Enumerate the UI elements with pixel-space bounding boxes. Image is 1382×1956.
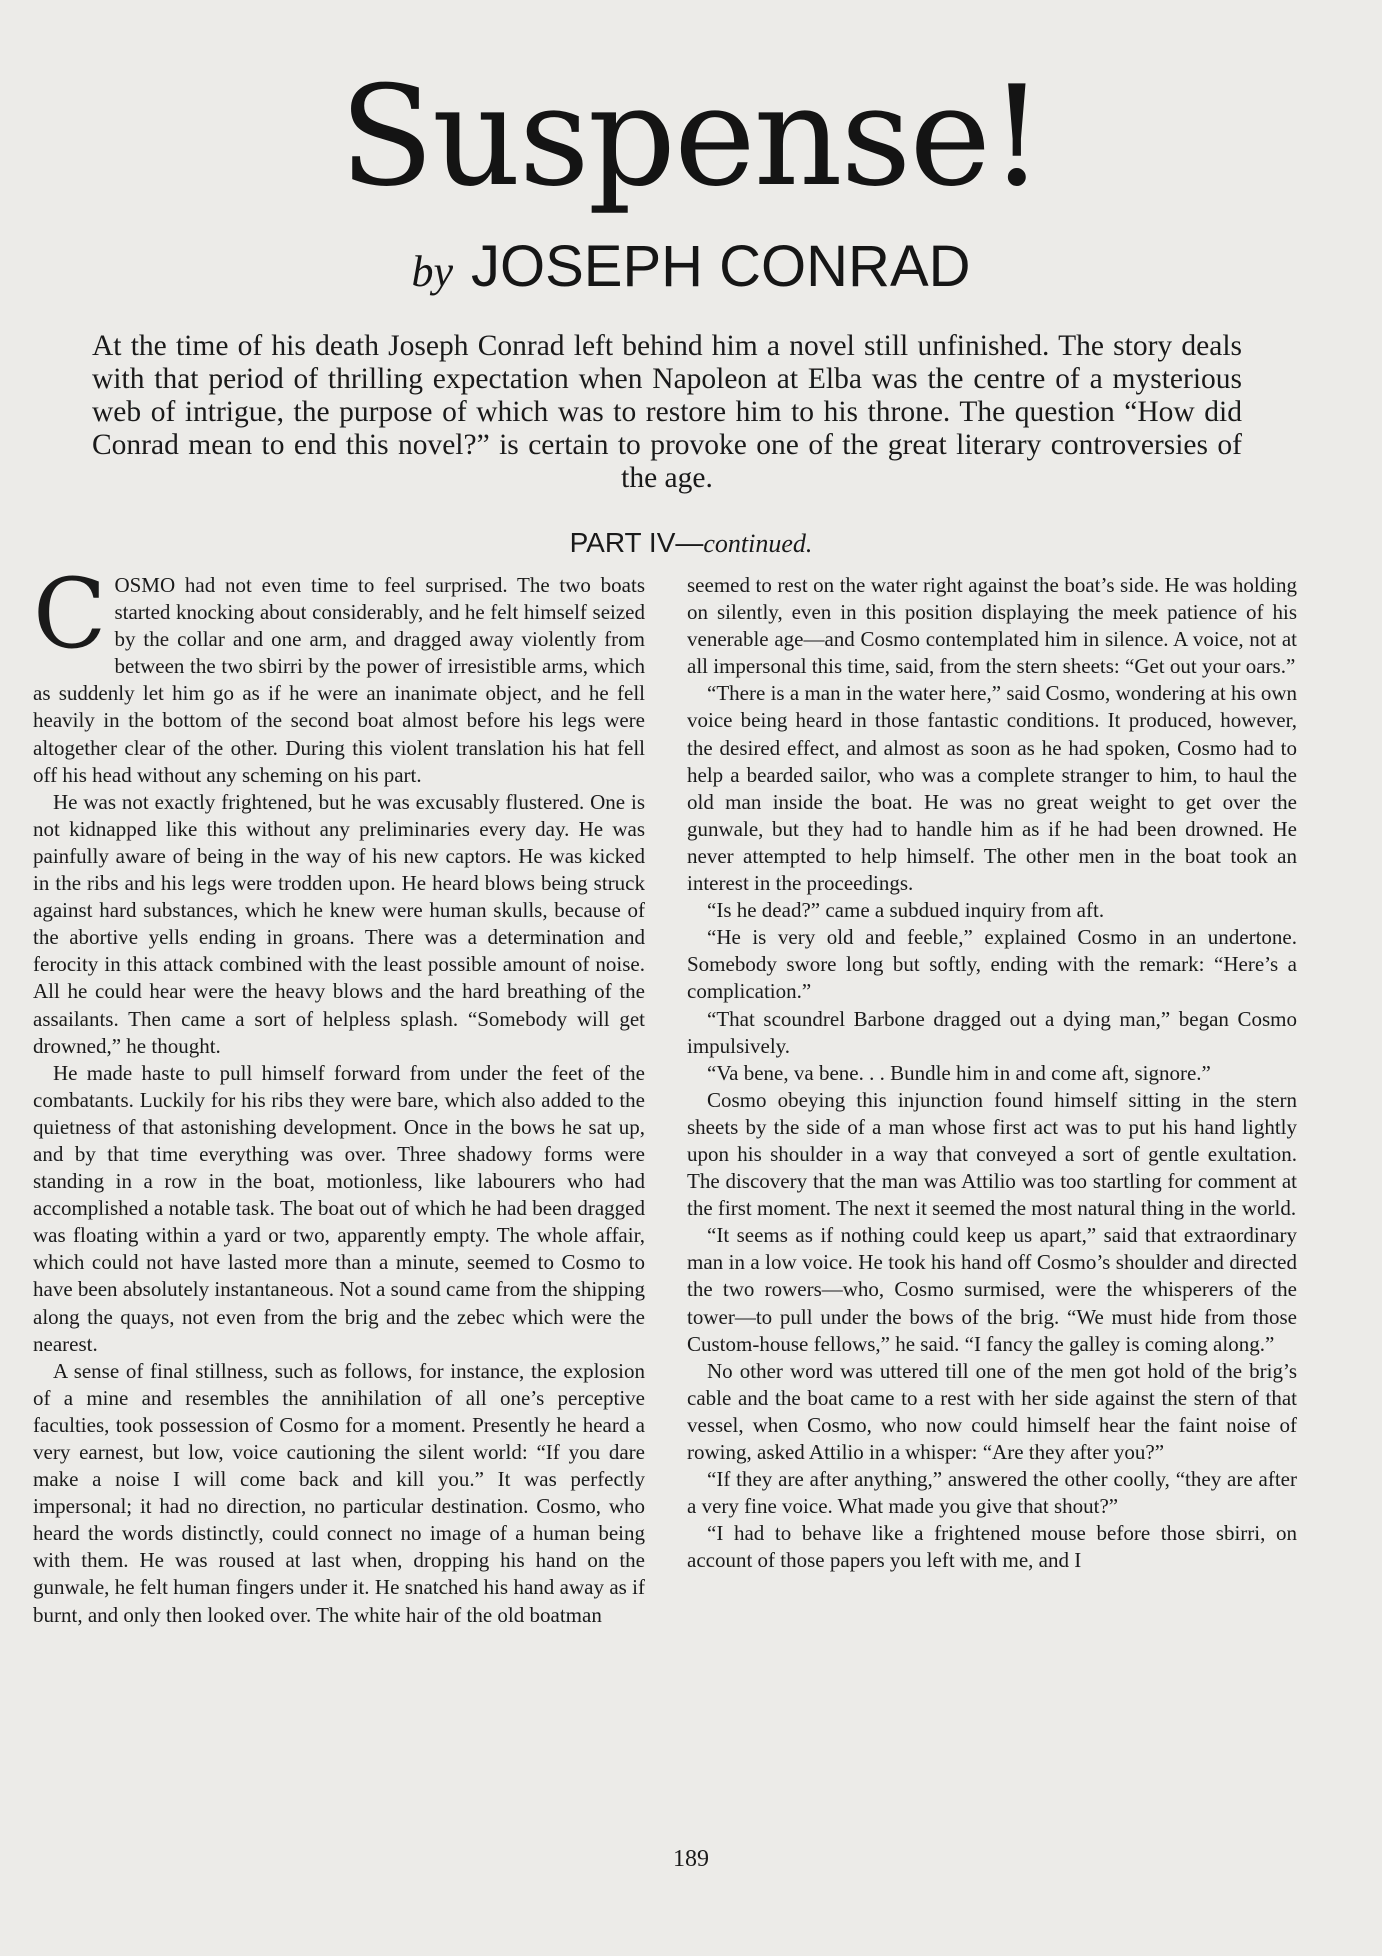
part-heading — [0, 526, 1382, 561]
paragraph: “It seems as if nothing could keep us apart,” said that extraordinary man in a low voice. He took his hand off Cosmo’s shoulder and directed the two rowers—who, Cosmo surmised, were the whisperers of the tower—to pull under the bows of the brig. “We must hide from those Custom-house fellows,” he said. “I fancy the galley is coming along.” — [687, 1223, 1297, 1356]
intro-blurb: At the time of his death Joseph Conrad left behind him a novel still unfinished. The story deals with that period of thrilling expectation when Napoleon at Elba was the centre of a mysterious web of intrigue, the purpose of which was to restore him to his throne. The question “How did Conrad mean to end this novel?” is certain to provoke one of the great literary controversies of the age. — [92, 330, 1242, 494]
drop-cap: C — [33, 558, 107, 670]
paragraph: A sense of final stillness, such as follows, for instance, the explosion of a mine and resembles the annihilation of all one’s perceptive faculties, took possession of Cosmo for a moment. Presently he heard a very earnest, but low, voice cautioning the silent world: “If you dare make a noise I will come back and kill you.” It was perfectly impersonal; it had no direction, no particular destination. Cosmo, who heard the words distinctly, could connect no image of a human being with them. He was roused at last when, dropping his hand on the gunwale, he felt human fingers under it. He snatched his hand away as if burnt, and only then looked over. The white hair of the old boatman — [33, 1358, 645, 1627]
story-title: Suspense! — [339, 56, 1043, 217]
paragraph: seemed to rest on the water right against the boat’s side. He was holding on silently, even in this position displaying the meek patience of his venerable age—and Cosmo contemplated him in silence. A voice, not at all impersonal this time, said, from the stern sheets: “Get out your oars.” — [687, 573, 1297, 679]
right-column — [687, 572, 1297, 1574]
paragraph: “That scoundrel Barbone dragged out a dying man,” began Cosmo impulsively. — [687, 1006, 1297, 1058]
paragraph-text: OSMO had not even time to feel surprised. The two boats started knocking about considerably, and he felt himself seized by the collar and one arm, and dragged away violently from between the two sbirri by the power of irresistible arms, which as suddenly let him go as if he were an inanimate object, and he fell heavily in the bottom of the second boat almost before his legs were altogether clear of the other. During this violent translation his hat fell off his head without any scheming on his part. — [33, 573, 645, 787]
byline-by: by — [411, 247, 453, 296]
paragraph: He was not exactly frightened, but he was excusably flustered. One is not kidnapped like this without any preliminaries every day. He was painfully aware of being in the way of his new captors. He was kicked in the ribs and his legs were trodden upon. He heard blows being struck against hard substances, which he knew were human skulls, because of the abortive yells ending in groans. There was a determination and ferocity in this attack combined with the least possible amount of noise. All he could hear were the heavy blows and the hard breathing of the assailants. Then came a sort of helpless splash. “Somebody will get drowned,” he thought. — [33, 789, 645, 1058]
author-name: JOSEPH CONRAD — [471, 234, 971, 299]
paragraph: He made haste to pull himself forward from under the feet of the combatants. Luckily for his ribs they were bare, which also added to the quietness of that astonishing development. Once in the bows he sat up, and by that time everything was over. Three shadowy forms were standing in a row in the boat, motionless, like labourers who had accomplished a notable task. The boat out of which he had been dragged was floating within a yard or two, apparently empty. The whole affair, which could not have lasted more than a minute, seemed to Cosmo to have been absolutely instantaneous. Not a sound came from the shipping along the quays, not even from the brig and the zebec which were the nearest. — [33, 1060, 645, 1356]
paragraph: Cosmo obeying this injunction found himself sitting in the stern sheets by the side of a man whose first act was to put his hand lightly upon his shoulder in a way that conveyed a sort of gentle exultation. The discovery that the man was Attilio was too startling for comment at the first moment. The next it seemed the most natural thing in the world. — [687, 1087, 1297, 1221]
paragraph: “Is he dead?” came a subdued inquiry from aft. — [707, 898, 1105, 923]
paragraph — [33, 558, 645, 789]
paragraph: No other word was uttered till one of the men got hold of the brig’s cable and the boat came to a rest with her side against the stern of that vessel, when Cosmo, who now could himself hear the faint noise of rowing, asked Attilio in a whisper: “Are they after you?” — [687, 1358, 1297, 1464]
paragraph: “I had to behave like a frightened mouse before those sbirri, on account of those papers you left with me, and I — [687, 1521, 1297, 1573]
left-column — [33, 558, 645, 1629]
paragraph: “Va bene, va bene. . . Bundle him in and come aft, signore.” — [707, 1060, 1211, 1085]
part-continued: continued. — [703, 529, 813, 558]
paragraph: “He is very old and feeble,” explained Cosmo in an undertone. Somebody swore long but softly, ending with the remark: “Here’s a complication.” — [687, 925, 1297, 1004]
part-label: PART IV— — [569, 527, 704, 558]
paragraph: “If they are after anything,” answered the other coolly, “they are after a very fine voice. What made you give that shout?” — [687, 1467, 1297, 1519]
page-number: 189 — [673, 1846, 709, 1872]
paragraph: “There is a man in the water here,” said Cosmo, wondering at his own voice being heard in those fantastic conditions. It produced, however, the desired effect, and almost as soon as he had spoken, Cosmo had to help a bearded sailor, who was a complete stranger to him, to haul the old man inside the boat. He was no great weight to get over the gunwale, but they had to handle him as if he had been drowned. He never attempted to help himself. The other men in the boat took an interest in the proceedings. — [687, 681, 1297, 896]
byline — [0, 232, 1382, 307]
